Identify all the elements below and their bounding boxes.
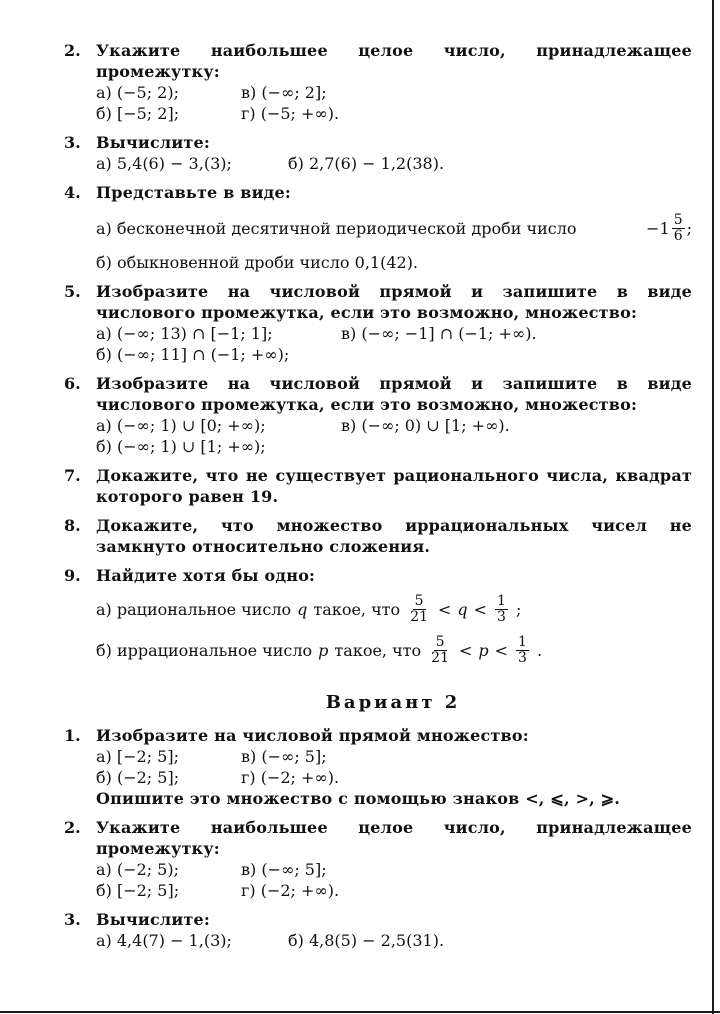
denominator: 3 bbox=[497, 609, 506, 625]
option-b: б) 2,7(6) − 1,2(38). bbox=[288, 154, 445, 173]
denominator: 3 bbox=[518, 650, 527, 666]
numerator: 5 bbox=[673, 212, 683, 228]
less-than: < bbox=[473, 600, 488, 619]
part-a bbox=[96, 594, 692, 625]
fraction-left bbox=[429, 635, 451, 666]
problem-number: 2. bbox=[64, 818, 81, 837]
variant-title: Вариант 2 bbox=[325, 692, 461, 713]
part-a bbox=[96, 213, 692, 244]
problem-7 bbox=[64, 465, 692, 507]
punct: ; bbox=[686, 219, 692, 238]
numerator: 1 bbox=[497, 593, 506, 609]
problem-prompt: Изобразите на числовой прямой множество: bbox=[96, 726, 529, 745]
variable-p: p bbox=[318, 641, 329, 660]
fraction-left bbox=[408, 594, 430, 625]
fraction-right bbox=[495, 594, 508, 625]
less-than: < bbox=[494, 641, 509, 660]
v2-problem-2 bbox=[64, 817, 692, 901]
numerator: 1 bbox=[518, 634, 527, 650]
problem-prompt: Найдите хотя бы одно: bbox=[96, 566, 316, 585]
denominator: 6 bbox=[673, 228, 683, 244]
option-v: в) (−∞; −1] ∩ (−1; +∞). bbox=[341, 324, 537, 343]
options-grid bbox=[96, 415, 692, 457]
problem-number: 8. bbox=[64, 516, 81, 535]
problem-prompt: Укажите наибольшее целое число, принадлежащее промежутку: bbox=[96, 818, 692, 858]
option-b: б) (−2; 5]; bbox=[96, 768, 180, 787]
option-b: б) (−∞; 1) ∪ [1; +∞); bbox=[96, 437, 266, 456]
option-a: а) (−2; 5); bbox=[96, 860, 179, 879]
part-b bbox=[96, 635, 692, 666]
less-than: < bbox=[437, 600, 452, 619]
option-a: а) 5,4(6) − 3,(3); bbox=[96, 154, 232, 173]
problem-number: 6. bbox=[64, 374, 81, 393]
problem-2 bbox=[64, 40, 692, 124]
page-bottom-edge bbox=[0, 1011, 720, 1013]
problem-extra: Опишите это множество с помощью знаков <, ⩽, >, ⩾. bbox=[96, 789, 621, 808]
numerator: 5 bbox=[414, 593, 424, 609]
problem-number: 1. bbox=[64, 726, 81, 745]
option-g: г) (−5; +∞). bbox=[241, 104, 340, 123]
option-b: б) [−2; 5]; bbox=[96, 881, 180, 900]
problem-prompt: Представьте в виде: bbox=[96, 183, 292, 202]
option-v: в) (−∞; 5]; bbox=[241, 747, 327, 766]
problem-3 bbox=[64, 132, 692, 174]
option-a: а) (−∞; 1) ∪ [0; +∞); bbox=[96, 416, 266, 435]
problem-number: 4. bbox=[64, 183, 81, 202]
part-a-mid: такое, что bbox=[313, 600, 401, 619]
denominator: 21 bbox=[431, 650, 449, 666]
mixed-whole: −1 bbox=[646, 219, 670, 238]
document-content bbox=[64, 40, 692, 959]
options-grid bbox=[96, 859, 692, 901]
punct: . bbox=[536, 641, 543, 660]
options-grid bbox=[96, 82, 692, 124]
options-grid bbox=[96, 323, 692, 365]
problem-5 bbox=[64, 281, 692, 365]
mixed-number bbox=[646, 213, 692, 244]
punct: ; bbox=[515, 600, 522, 619]
fraction bbox=[672, 213, 685, 244]
part-a-text: а) бесконечной десятичной периодической дроби число bbox=[96, 219, 577, 238]
option-empty bbox=[341, 436, 692, 457]
problem-number: 7. bbox=[64, 466, 81, 485]
problem-prompt: Укажите наибольшее целое число, принадлежащее промежутку: bbox=[96, 41, 692, 81]
part-b-mid: такое, что bbox=[334, 641, 422, 660]
options-grid bbox=[96, 153, 692, 174]
problem-number: 9. bbox=[64, 566, 81, 585]
options-grid bbox=[96, 930, 692, 951]
problem-number: 2. bbox=[64, 41, 81, 60]
option-v: в) (−∞; 5]; bbox=[241, 860, 327, 879]
option-a: а) (−∞; 13) ∩ [−1; 1]; bbox=[96, 324, 273, 343]
fraction-right bbox=[516, 635, 529, 666]
numerator: 5 bbox=[435, 634, 445, 650]
part-b: б) обыкновенной дроби число 0,1(42). bbox=[96, 253, 419, 272]
problem-prompt: Докажите, что не существует рационального числа, квадрат которого равен 19. bbox=[96, 466, 692, 506]
option-g: г) (−2; +∞). bbox=[241, 881, 340, 900]
option-empty bbox=[341, 344, 692, 365]
page-right-edge bbox=[712, 0, 714, 1014]
options-grid bbox=[96, 746, 692, 788]
v2-problem-3 bbox=[64, 909, 692, 951]
option-v: в) (−∞; 2]; bbox=[241, 83, 327, 102]
problem-4 bbox=[64, 182, 692, 273]
problem-8 bbox=[64, 515, 692, 557]
option-b: б) (−∞; 11] ∩ (−1; +∞); bbox=[96, 345, 290, 364]
option-a: а) (−5; 2); bbox=[96, 83, 179, 102]
v2-problem-1 bbox=[64, 725, 692, 809]
option-b: б) [−5; 2]; bbox=[96, 104, 180, 123]
problem-number: 3. bbox=[64, 133, 81, 152]
option-b: б) 4,8(5) − 2,5(31). bbox=[288, 931, 445, 950]
problem-6 bbox=[64, 373, 692, 457]
problem-prompt: Вычислите: bbox=[96, 133, 211, 152]
part-a-text: а) рациональное число bbox=[96, 600, 292, 619]
problem-number: 5. bbox=[64, 282, 81, 301]
option-v: в) (−∞; 0) ∪ [1; +∞). bbox=[341, 416, 510, 435]
variable-q: q bbox=[297, 600, 308, 619]
less-than: < bbox=[458, 641, 473, 660]
problem-prompt: Изобразите на числовой прямой и запишите в виде числового промежутка, если это возможно, множество: bbox=[96, 374, 692, 414]
variable-q: q bbox=[457, 600, 468, 619]
problem-prompt: Докажите, что множество иррациональных чисел не замкнуто относительно сложения. bbox=[96, 516, 692, 556]
option-a: а) [−2; 5]; bbox=[96, 747, 179, 766]
problem-number: 3. bbox=[64, 910, 81, 929]
variable-p: p bbox=[478, 641, 489, 660]
denominator: 21 bbox=[410, 609, 428, 625]
problem-9 bbox=[64, 565, 692, 666]
option-a: а) 4,4(7) − 1,(3); bbox=[96, 931, 232, 950]
part-b-text: б) иррациональное число bbox=[96, 641, 313, 660]
problem-prompt: Изобразите на числовой прямой и запишите в виде числового промежутка, если это возможно, множество: bbox=[96, 282, 692, 322]
problem-prompt: Вычислите: bbox=[96, 910, 211, 929]
option-g: г) (−2; +∞). bbox=[241, 768, 340, 787]
